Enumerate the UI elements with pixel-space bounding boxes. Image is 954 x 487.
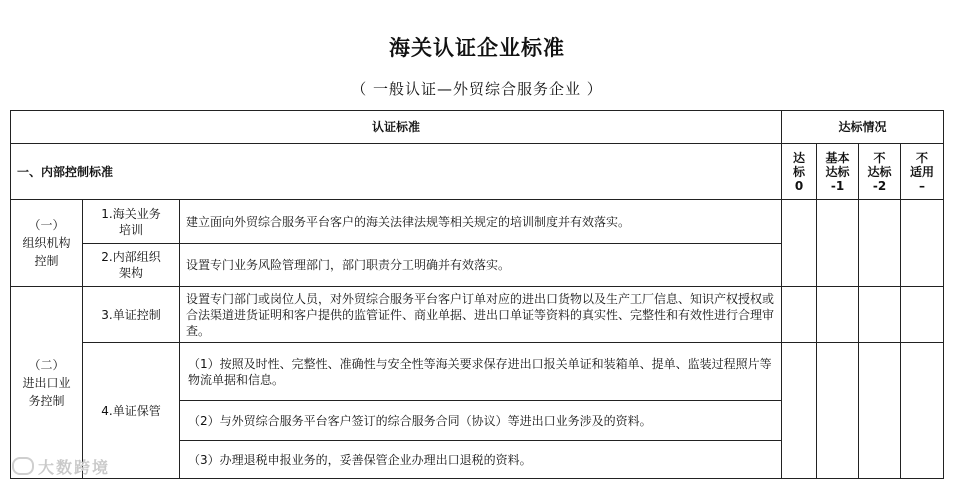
standards-table <box>10 110 944 479</box>
status-col-basically-met: 基本 达标 -1 <box>817 144 859 200</box>
status-cell[interactable] <box>782 287 817 343</box>
table-row <box>11 287 944 343</box>
status-cell[interactable] <box>817 200 859 287</box>
status-col-not-applicable: 不 适用 – <box>901 144 944 200</box>
status-cell[interactable] <box>817 287 859 343</box>
status-col-not-met: 不 达标 -2 <box>859 144 901 200</box>
section-internal-control: 一、内部控制标准 <box>11 144 782 200</box>
item-text: 设置专门业务风险管理部门，部门职责分工明确并有效落实。 <box>180 244 782 287</box>
status-cell[interactable] <box>817 343 859 479</box>
watermark: 大数跨境 <box>12 455 110 478</box>
item-subtext: （3）办理退税申报业务的，妥善保管企业办理出口退税的资料。 <box>180 441 782 479</box>
status-cell[interactable] <box>859 343 901 479</box>
item-name: 4.单证保管 <box>83 343 180 479</box>
status-cell[interactable] <box>859 200 901 287</box>
doc-title: 海关认证企业标准 <box>389 36 565 60</box>
doc-subtitle: （ 一般认证—外贸综合服务企业 ） <box>351 80 603 98</box>
item-name: 1.海关业务 培训 <box>83 200 180 244</box>
group-org-control: （一） 组织机构 控制 <box>11 200 83 287</box>
status-cell[interactable] <box>901 343 944 479</box>
header-status: 达标情况 <box>782 111 944 144</box>
item-name: 3.单证控制 <box>83 287 180 343</box>
item-subtext: （1）按照及时性、完整性、准确性与安全性等海关要求保存进出口报关单证和装箱单、提单、监装过程照片等物流单据和信息。 <box>180 343 782 401</box>
table-row <box>11 200 944 244</box>
watermark-logo-icon <box>12 457 34 475</box>
item-text: 建立面向外贸综合服务平台客户的海关法律法规等相关规定的培训制度并有效落实。 <box>180 200 782 244</box>
status-cell[interactable] <box>901 287 944 343</box>
item-name: 2.内部组织 架构 <box>83 244 180 287</box>
header-standard: 认证标准 <box>11 111 782 144</box>
group-import-export-control: （二） 进出口业 务控制 <box>11 287 83 479</box>
status-cell[interactable] <box>901 200 944 287</box>
status-col-met: 达 标 0 <box>782 144 817 200</box>
status-cell[interactable] <box>782 200 817 287</box>
status-cell[interactable] <box>782 343 817 479</box>
item-text: 设置专门部门或岗位人员，对外贸综合服务平台客户订单对应的进出口货物以及生产工厂信息、知识产权授权或合法渠道进货证明和客户提供的监管证件、商业单据、进出口单证等资料的真实性、完整性和有效性进行合理审查。 <box>180 287 782 343</box>
item-subtext: （2）与外贸综合服务平台客户签订的综合服务合同（协议）等进出口业务涉及的资料。 <box>180 401 782 441</box>
status-cell[interactable] <box>859 287 901 343</box>
table-row <box>11 343 944 401</box>
